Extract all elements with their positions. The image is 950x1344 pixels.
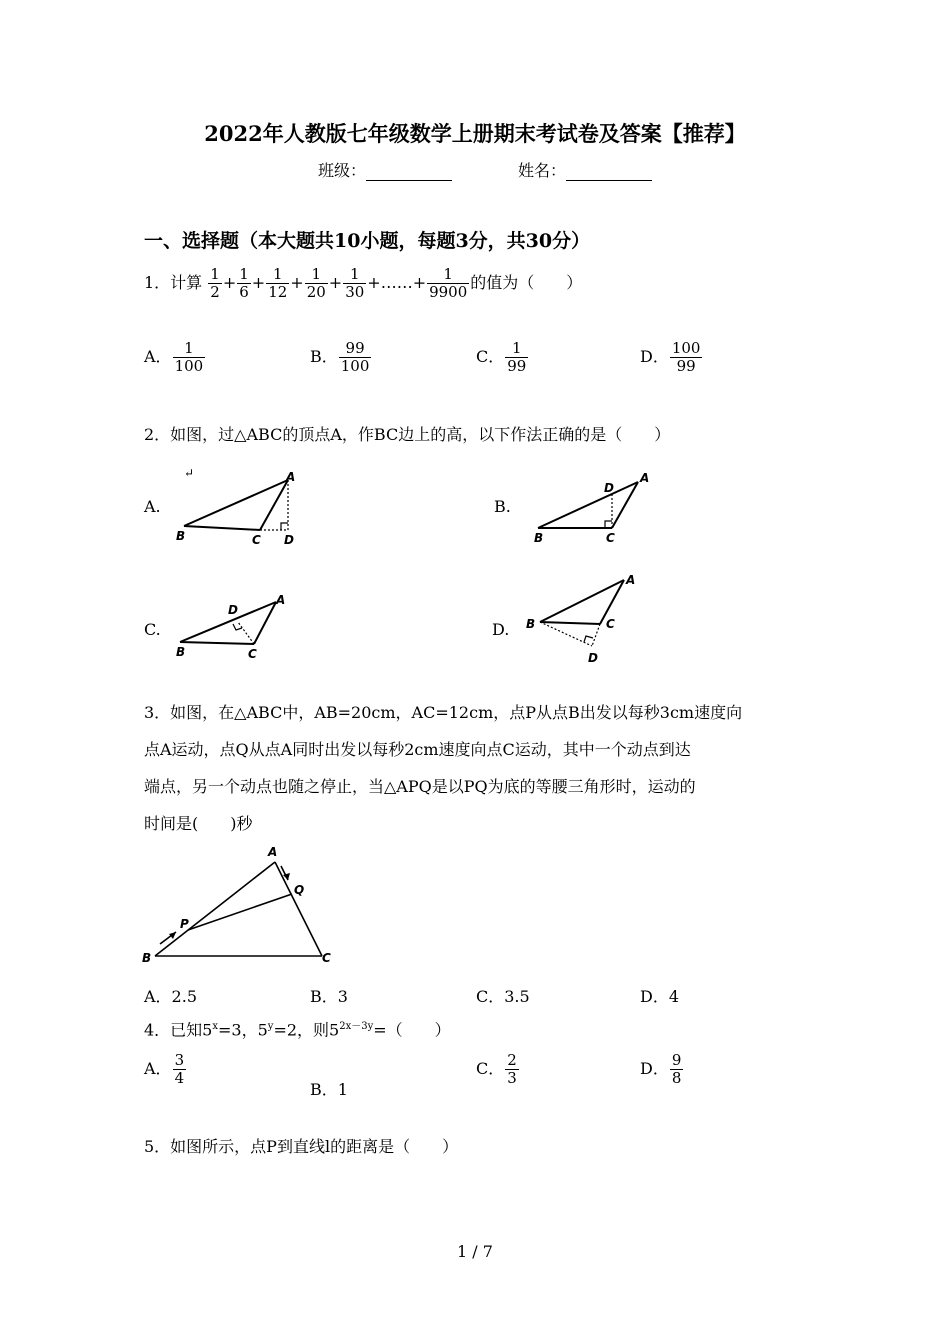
figure-q3: [140, 840, 340, 968]
pt-d: D: [228, 603, 238, 617]
pt-p: P: [180, 917, 189, 931]
question-2: 2．如图，过△ABC的顶点A，作BC边上的高，以下作法正确的是（ ）: [144, 425, 671, 444]
fraction: $\frac{1}{6}$: [239, 265, 249, 301]
q4-option-d[interactable]: D． $\frac{9}{8}$: [640, 1051, 682, 1087]
fraction: $\frac{1}{9900}$: [429, 265, 468, 301]
q3-option-d[interactable]: D．4: [640, 987, 680, 1006]
fraction: $\frac{1}{30}$: [345, 265, 365, 301]
pt-b: B: [534, 531, 544, 545]
pt-d: D: [604, 481, 614, 495]
pt-c: C: [606, 531, 615, 545]
class-field: [318, 158, 452, 181]
pt-a: A: [626, 573, 636, 587]
q3-option-b[interactable]: B．3: [310, 987, 348, 1006]
q1-option-c[interactable]: C． $\frac{1}{99}$: [476, 339, 527, 375]
name-blank[interactable]: [566, 162, 652, 181]
pt-a: A: [276, 593, 286, 607]
class-label: 班级：: [318, 161, 367, 180]
q2-option-a[interactable]: A.: [144, 497, 161, 516]
q1-prefix: 1．计算: [144, 273, 203, 292]
page-number: 1 / 7: [457, 1242, 493, 1261]
q4-option-a[interactable]: A． $\frac{3}{4}$: [144, 1051, 185, 1087]
class-blank[interactable]: [366, 162, 452, 181]
pt-b: B: [142, 951, 152, 965]
q2-option-c[interactable]: C.: [144, 620, 161, 639]
q4-option-c[interactable]: C． $\frac{2}{3}$: [476, 1051, 517, 1087]
fraction: $\frac{1}{20}$: [306, 265, 326, 301]
q2-option-b[interactable]: B.: [494, 497, 511, 516]
q1-suffix: 的值为（ ）: [470, 273, 583, 292]
question-3-line-1: 3．如图，在△ABC中，AB=20cm，AC=12cm，点P从点B出发以每秒3cm速度向: [144, 703, 743, 722]
return-mark: ↵: [184, 466, 195, 480]
pt-c: C: [322, 951, 331, 965]
q2-option-d[interactable]: D.: [492, 620, 510, 639]
question-4: 4．已知$5^x=3$，$5^y=2$，则$5^{2x-3y}=$（ ）: [144, 1020, 451, 1040]
pt-a: A: [640, 471, 650, 485]
pt-c: C: [252, 533, 261, 547]
q4-option-b[interactable]: B．1: [310, 1080, 348, 1099]
pt-a: A: [286, 470, 296, 484]
question-5: 5．如图所示，点P到直线l的距离是（ ）: [144, 1137, 459, 1156]
pt-q: Q: [294, 883, 305, 897]
question-3-line-3: 端点，另一个动点也随之停止，当△APQ是以PQ为底的等腰三角形时，运动的: [144, 777, 696, 796]
fraction: $\frac{1}{12}$: [268, 265, 288, 301]
q1-option-b[interactable]: B． $\frac{99}{100}$: [310, 339, 370, 375]
question-3-line-4: 时间是( )秒: [144, 814, 253, 833]
pt-a: A: [268, 845, 278, 859]
name-label: 姓名：: [518, 161, 567, 180]
pt-c: C: [606, 617, 615, 631]
figure-q2-c: [172, 592, 302, 662]
page-title: 2022年人教版七年级数学上册期末考试卷及答案【推荐】: [204, 121, 746, 146]
pt-c: C: [248, 647, 257, 661]
q3-option-c[interactable]: C．3.5: [476, 987, 530, 1006]
section-heading: 一、选择题（本大题共10小题，每题3分，共30分）: [144, 230, 591, 252]
pt-d: D: [284, 533, 294, 547]
fraction: $\frac{1}{2}$: [210, 265, 220, 301]
q1-option-a[interactable]: A． $\frac{1}{100}$: [144, 339, 204, 375]
figure-q2-d: [522, 572, 652, 668]
pt-d: D: [588, 651, 598, 665]
question-3-line-2: 点A运动，点Q从点A同时出发以每秒2cm速度向点C运动，其中一个动点到达: [144, 740, 691, 759]
q1-option-d[interactable]: D． $\frac{100}{99}$: [640, 339, 701, 375]
name-field: [518, 158, 652, 181]
question-1: 1．计算 $\frac{1}{2}$ + $\frac{1}{6}$ + $\frac{1}{12}$ + $\frac{1}{20}$ + $\frac{1}{30}$ +……+ $\frac{1}{9900}$ 的值为（ ）: [144, 265, 583, 301]
figure-q2-b: [530, 468, 660, 548]
q3-option-a[interactable]: A．2.5: [144, 987, 198, 1006]
figure-q2-a: [172, 468, 312, 552]
pt-b: B: [176, 645, 186, 659]
pt-b: B: [526, 617, 536, 631]
pt-b: B: [176, 529, 186, 543]
